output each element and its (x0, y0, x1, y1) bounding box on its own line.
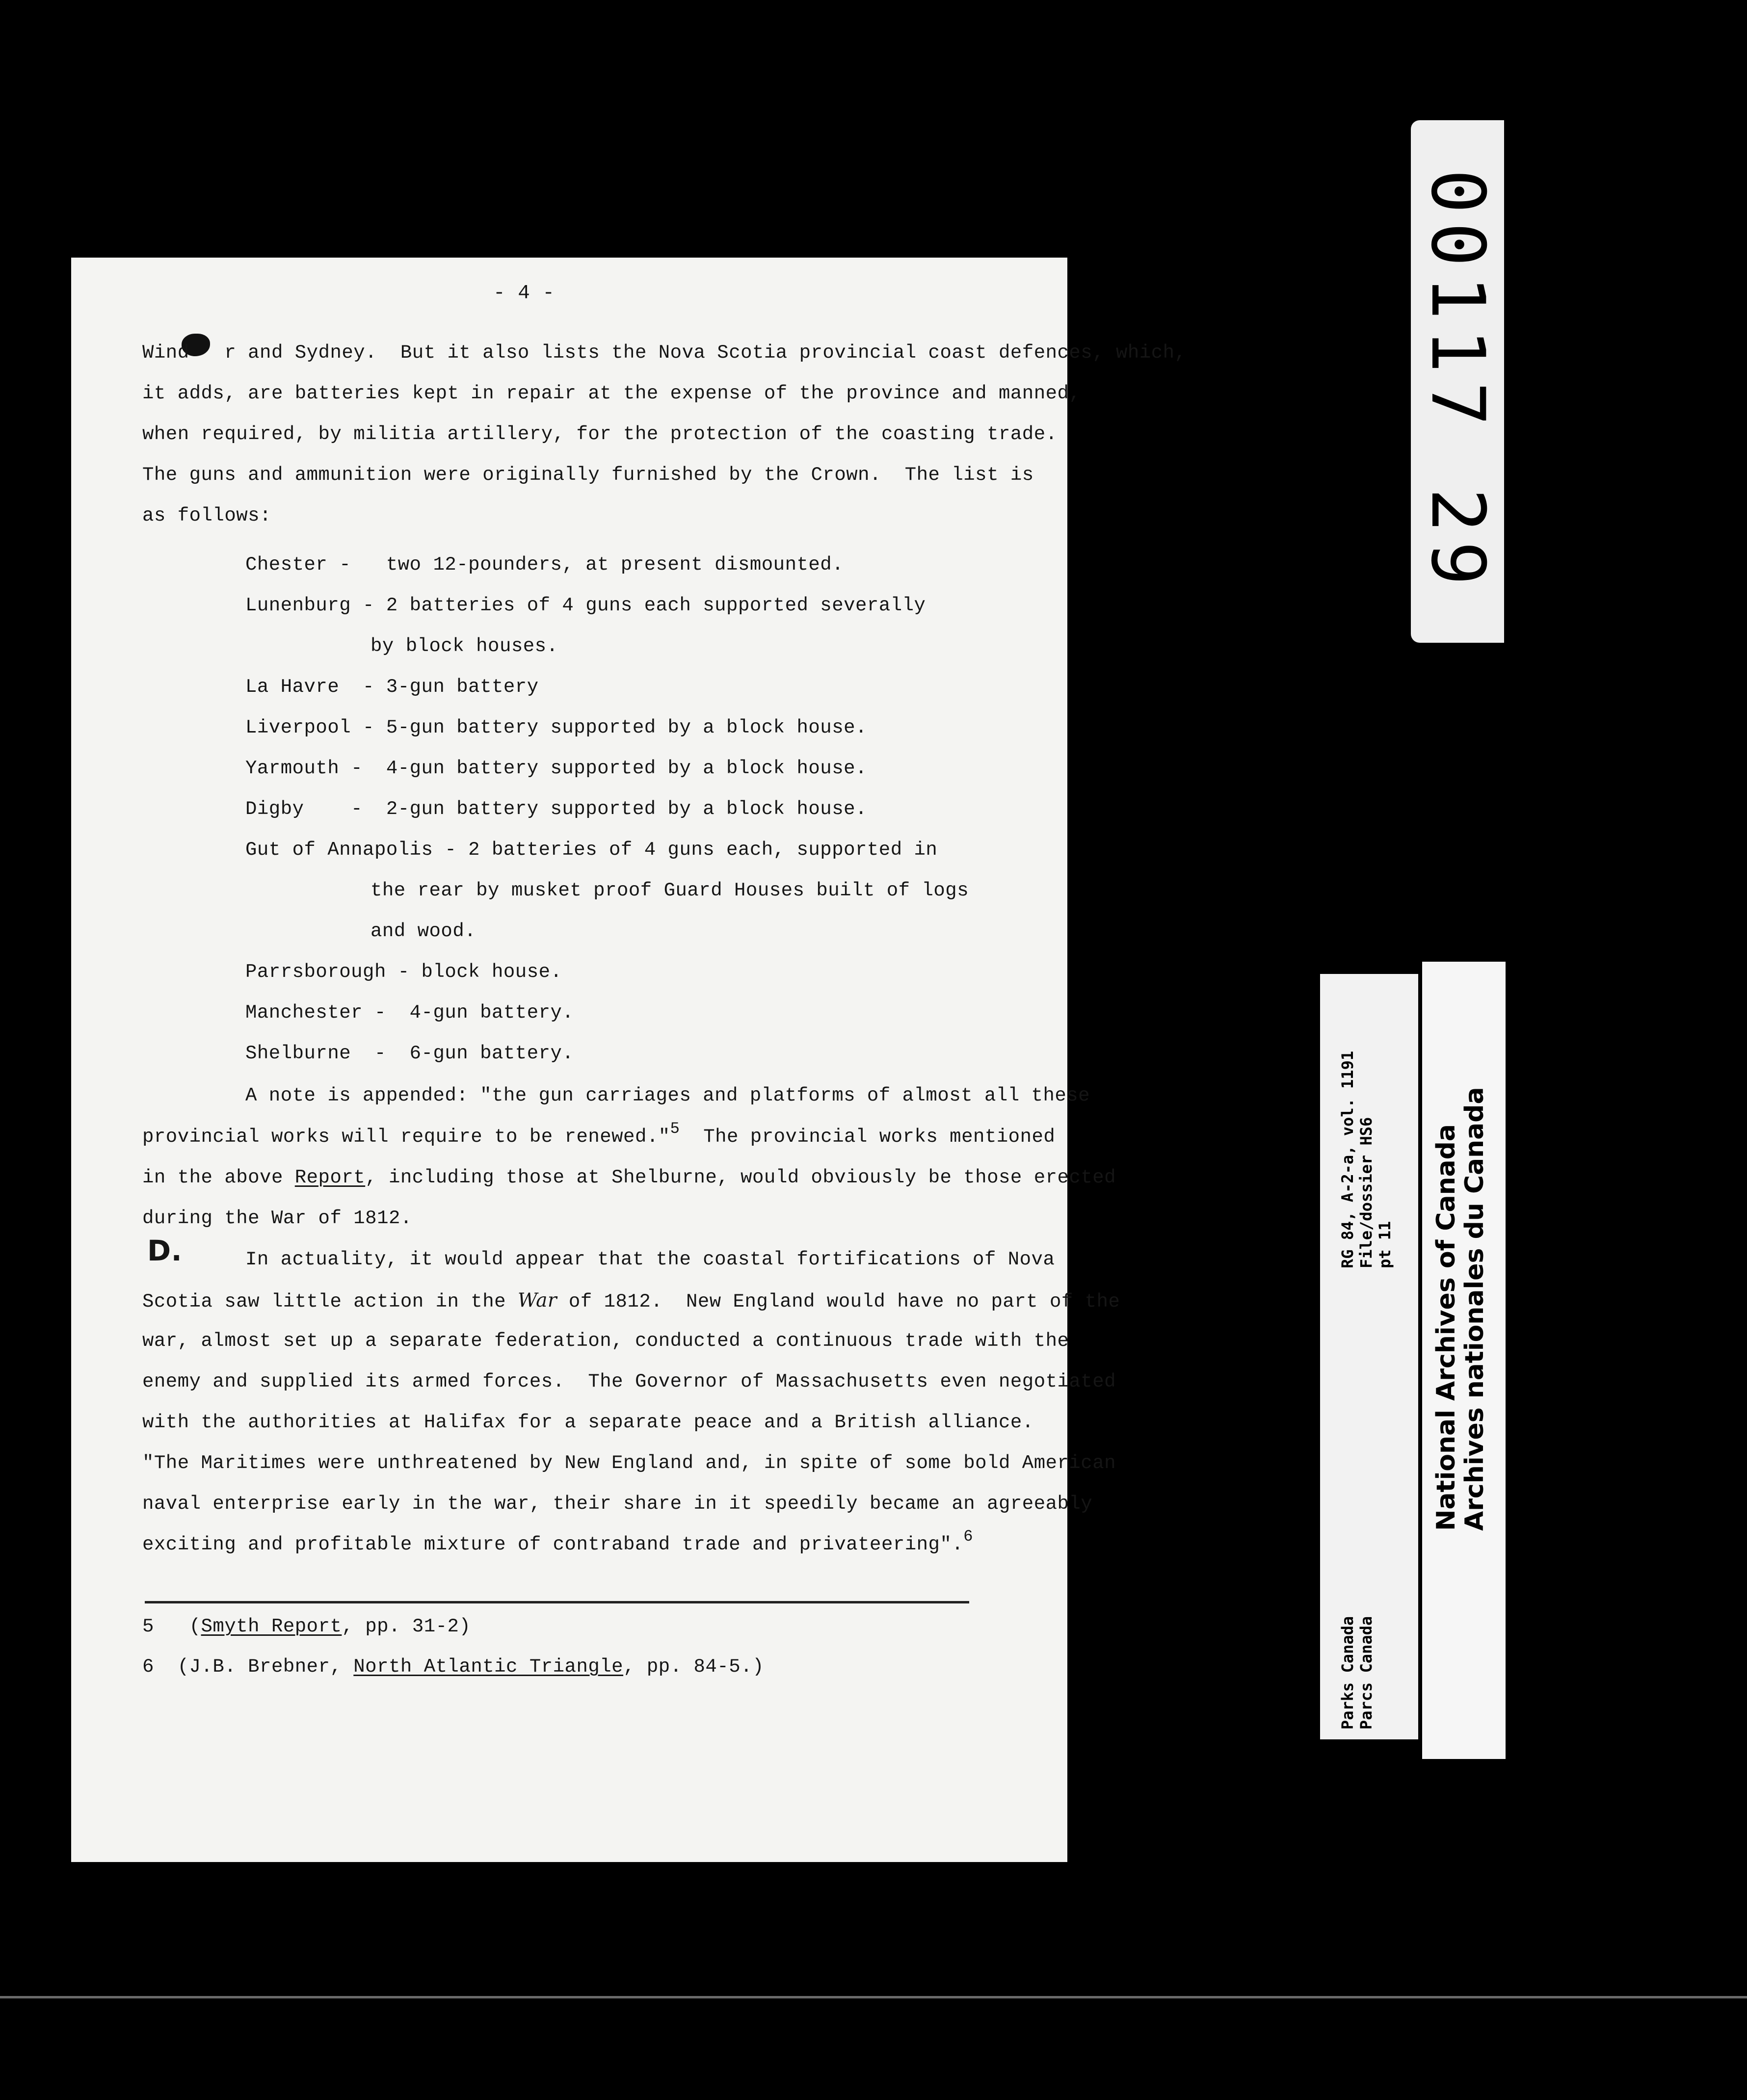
handwritten-insertion: War (517, 1289, 557, 1312)
text-span: , including those at Shelburne, would obviously be those erected (365, 1167, 1116, 1188)
list-item: the rear by musket proof Guard Houses built of logs (371, 880, 969, 901)
text-line: it adds, are batteries kept in repair at the expense of the province and manned, (142, 383, 1081, 404)
text-line (142, 1120, 1056, 1148)
list-item: Shelburne - 6-gun battery. (245, 1043, 574, 1064)
reference-line-2: File/dossier HS6 (1357, 1117, 1376, 1268)
frame-number: 00117 29 (1415, 169, 1500, 594)
text-line: naval enterprise early in the war, their share in it speedily became an agreeably (142, 1493, 1093, 1515)
list-item: by block houses. (371, 635, 558, 657)
footnote-rule (145, 1601, 969, 1603)
text-span: of 1812. New England would have no part of the (557, 1291, 1120, 1312)
nac-en: National Archives of Canada (1431, 1124, 1461, 1531)
text-line: In actuality, it would appear that the coastal fortifications of Nova (245, 1249, 1055, 1270)
national-archives-label (1422, 962, 1506, 1759)
text-span: , pp. 31-2) (342, 1616, 471, 1637)
text-span: in the above (142, 1167, 295, 1188)
footnote-ref: 6 (963, 1527, 973, 1546)
footnote-ref: 5 (670, 1120, 680, 1138)
reference-line-3: pt 11 (1376, 1221, 1394, 1268)
list-item: Lunenburg - 2 batteries of 4 guns each supported severally (245, 595, 926, 616)
list-item: Gut of Annapolis - 2 batteries of 4 guns each, supported in (245, 839, 938, 861)
page-number: - 4 - (493, 282, 555, 305)
nac-fr: Archives nationales du Canada (1460, 1087, 1489, 1531)
footnote (142, 1656, 764, 1678)
text-span: (J.B. Brebner, (177, 1656, 354, 1678)
footnote (142, 1616, 471, 1637)
typed-text (71, 258, 1187, 1862)
text-line: war, almost set up a separate federation, conducted a continuous trade with the (142, 1330, 1069, 1352)
text-line: The guns and ammunition were originally furnished by the Crown. The list is (142, 464, 1034, 486)
text-line: as follows: (142, 505, 271, 526)
list-item: La Havre - 3-gun battery (245, 676, 539, 698)
margin-mark: D. (147, 1234, 183, 1267)
report-reference: Report (294, 1167, 366, 1188)
text-span: Scotia saw little action in the (142, 1291, 518, 1312)
text-span: ( (189, 1616, 201, 1637)
text-line: A note is appended: "the gun carriages and platforms of almost all these (245, 1085, 1090, 1106)
list-item: Parrsborough - block house. (245, 961, 562, 983)
footnote-number: 6 (142, 1656, 154, 1678)
document-page (71, 258, 1187, 1862)
text-line (142, 1167, 1116, 1188)
footnote-title: Smyth Report (201, 1616, 342, 1637)
parks-fr: Parcs Canada (1357, 1616, 1376, 1730)
frame-number-strip (1411, 120, 1504, 643)
list-item: Manchester - 4-gun battery. (245, 1002, 574, 1024)
list-item: Yarmouth - 4-gun battery supported by a block house. (245, 758, 867, 779)
film-edge-line (0, 1996, 1747, 1998)
text-line (142, 1289, 1120, 1312)
text-line: with the authorities at Halifax for a separate peace and a British alliance. (142, 1412, 1034, 1433)
text-line: Wind r and Sydney. But it also lists the Nova Scotia provincial coast defences, which, (142, 342, 1187, 364)
text-line: enemy and supplied its armed forces. The Governor of Massachusetts even negotiated (142, 1371, 1116, 1392)
text-span: exciting and profitable mixture of contraband trade and privateering". (142, 1534, 964, 1555)
list-item: Liverpool - 5-gun battery supported by a block house. (245, 717, 867, 738)
footnote-number: 5 (142, 1616, 154, 1637)
footnote-title: North Atlantic Triangle (353, 1656, 624, 1678)
list-item: Chester - two 12-pounders, at present dismounted. (245, 554, 844, 576)
parks-en: Parks Canada (1338, 1616, 1357, 1730)
list-item: Digby - 2-gun battery supported by a block house. (245, 798, 867, 820)
text-span: provincial works will require to be renewed." (142, 1126, 670, 1148)
text-line: "The Maritimes were unthreatened by New England and, in spite of some bold American (142, 1452, 1116, 1474)
text-span: The provincial works mentioned (703, 1126, 1056, 1148)
text-line (142, 1527, 973, 1555)
reference-line-1: RG 84, A-2-a, vol. 1191 (1338, 1050, 1357, 1268)
text-line: during the War of 1812. (142, 1208, 412, 1229)
parks-canada-label (1320, 974, 1418, 1739)
text-line: when required, by militia artillery, for the protection of the coasting trade. (142, 423, 1058, 445)
text-span: , pp. 84-5.) (623, 1656, 764, 1678)
list-item: and wood. (371, 920, 476, 942)
